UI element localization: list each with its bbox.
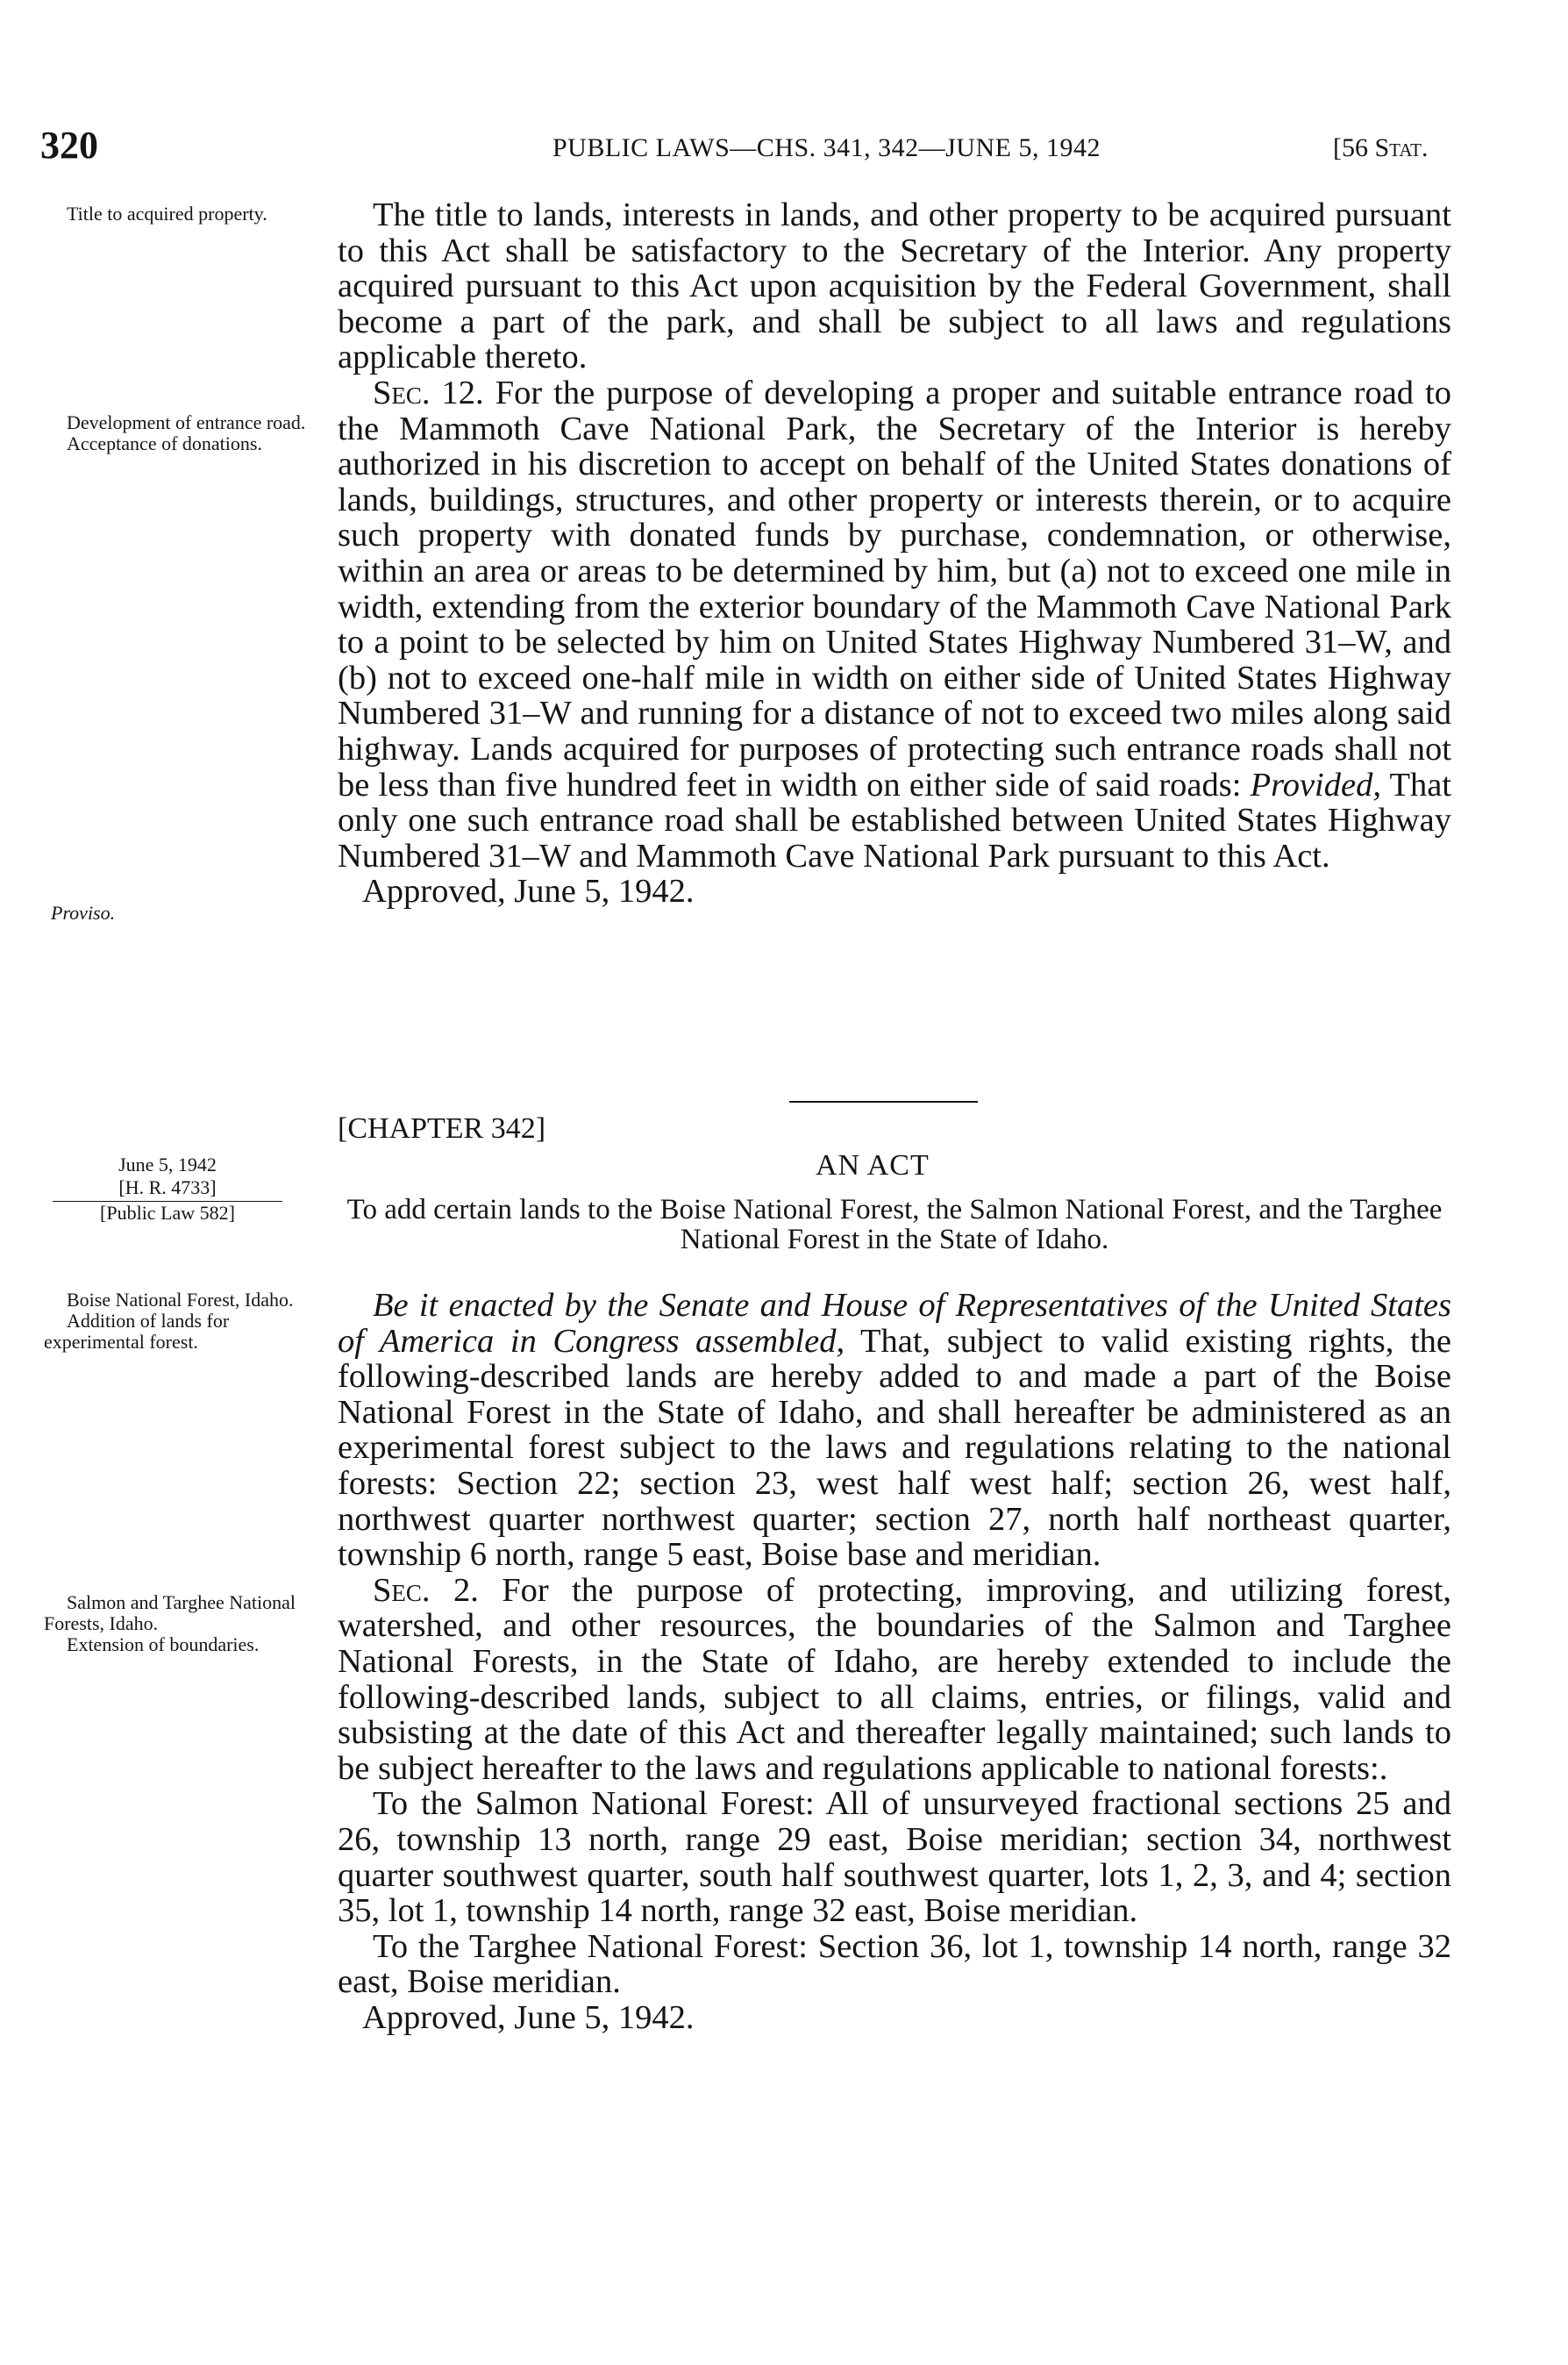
side-note-boise-text: Boise National Forest, Idaho. [67, 1289, 294, 1311]
section-12-paragraph [338, 375, 1451, 874]
volume-reference-text: [56 Stat. [1333, 133, 1429, 162]
title-to-property-paragraph: The title to lands, interests in lands, and other property to be acquired pursuant to this Act shall be satisfactory to the Secretary of the Interior. Any property acquired pursuant to this Act upon acquisition by the Federal Government, shall become a part of the park, and shall be subject to all laws and regulations applicable thereto. [338, 196, 1451, 376]
legislative-date: June 5, 1942 [118, 1154, 217, 1175]
chapter-342-text [338, 1288, 1451, 2035]
page-number: 320 [40, 124, 98, 167]
enacting-paragraph [338, 1288, 1451, 1573]
side-note-extension-text: Extension of boundaries. [67, 1633, 260, 1655]
section-1-text: That, subject to valid existing rights, the following-described lands are hereby added to and made a part of the Boise National Forest in the State of Idaho, and shall hereafter be administered as an experimental forest subject to the laws and regulations relating to the national forests: Section 22; section 23, west half west half; section 26, west half, northwest quarter northwest quarter; section 27, north half northeast quarter, township 6 north, range 5 east, Boise base and meridian. [338, 1322, 1451, 1574]
side-note-addition-text: Addition of lands for experimental forest. [44, 1310, 230, 1353]
legislative-public-law: [Public Law 582] [100, 1202, 235, 1224]
section-12-label: Sec. 12. [373, 374, 484, 411]
salmon-forest-paragraph: To the Salmon National Forest: All of unsurveyed fractional sections 25 and 26, township 13 north, range 29 east, Boise meridian; section 34, northwest quarter southwest quarter, south half southwest quarter, lots 1, 2, 3, and 4; section 35, lot 1, township 14 north, range 32 east, Boise meridian. [338, 1785, 1451, 1930]
side-note-acceptance-text: Acceptance of donations. [67, 432, 262, 454]
section-2-text: For the purpose of protecting, improving, and utilizing forest, watershed, and other resources, the boundaries of the Salmon and Targhee National Forests, in the State of Idaho, are hereby extended to include the following-described lands, subject to all claims, entries, or filings, valid and subsisting at the date of this Act and thereafter legally maintained; such lands to be subject hereafter to the laws and regulations applicable to national forests:. [338, 1571, 1452, 1787]
section-2-paragraph [338, 1573, 1451, 1787]
legislative-history [53, 1154, 282, 1225]
side-note-salmon-text: Salmon and Targhee National Forests, Idaho. [44, 1591, 296, 1634]
targhee-forest-paragraph: To the Targhee National Forest: Section 36, lot 1, township 14 north, range 32 east, Boise meridian. [338, 1927, 1451, 2001]
running-head: PUBLIC LAWS—CHS. 341, 342—JUNE 5, 1942 [552, 133, 1101, 162]
section-separator-rule [789, 1101, 978, 1103]
volume-reference [1333, 133, 1429, 163]
side-note-title-text: Title to acquired property. [67, 203, 267, 225]
section-2-label: Sec. 2. [373, 1571, 479, 1609]
chapter-341-approved: Approved, June 5, 1942. [362, 873, 695, 911]
provided-keyword: Provided, [1250, 766, 1381, 804]
legislative-bill: [H. R. 4733] [53, 1176, 282, 1202]
side-note-development-text: Development of entrance road. [67, 411, 306, 433]
side-note-proviso: Proviso. [51, 902, 116, 924]
enacting-clause: Be it enacted by the Senate and House of Representatives of the United States of America in Congress assembled, [338, 1287, 1451, 1360]
act-title: To add certain lands to the Boise National Forest, the Salmon National Forest, and the Targhee National Forest in the State of Idaho. [346, 1194, 1443, 1255]
chapter-341-text [338, 197, 1451, 910]
an-act-heading: AN ACT [816, 1149, 930, 1182]
side-note-title-property [44, 204, 307, 225]
side-note-salmon [44, 1592, 307, 1655]
chapter-342-label: [CHAPTER 342] [338, 1112, 546, 1145]
chapter-342-approved: Approved, June 5, 1942. [362, 1998, 695, 2036]
proviso-text: That only one such entrance road shall be established between United States Highway Numbered 31–W and Mammoth Cave National Park pursuant to this Act. [338, 766, 1452, 875]
side-note-boise [44, 1290, 307, 1353]
section-12-text: For the purpose of developing a proper and suitable entrance road to the Mammoth Cave National Park, the Secretary of the Interior is hereby authorized in his discretion to accept on behalf of the United States donations of lands, buildings, structures, and other property or interests therein, or to acquire such property with donated funds by purchase, condemnation, or otherwise, within an area or areas to be determined by him, but (a) not to exceed one mile in width, extending from the exterior boundary of the Mammoth Cave National Park to a point to be selected by him on United States Highway Numbered 31–W, and (b) not to exceed one-half mile in width on either side of United States Highway Numbered 31–W and running for a distance of not to exceed two miles along said highway. Lands acquired for purposes of protecting such entrance roads shall not be less than five hundred feet in width on either side of said roads: [338, 374, 1452, 804]
side-note-development [44, 412, 307, 454]
